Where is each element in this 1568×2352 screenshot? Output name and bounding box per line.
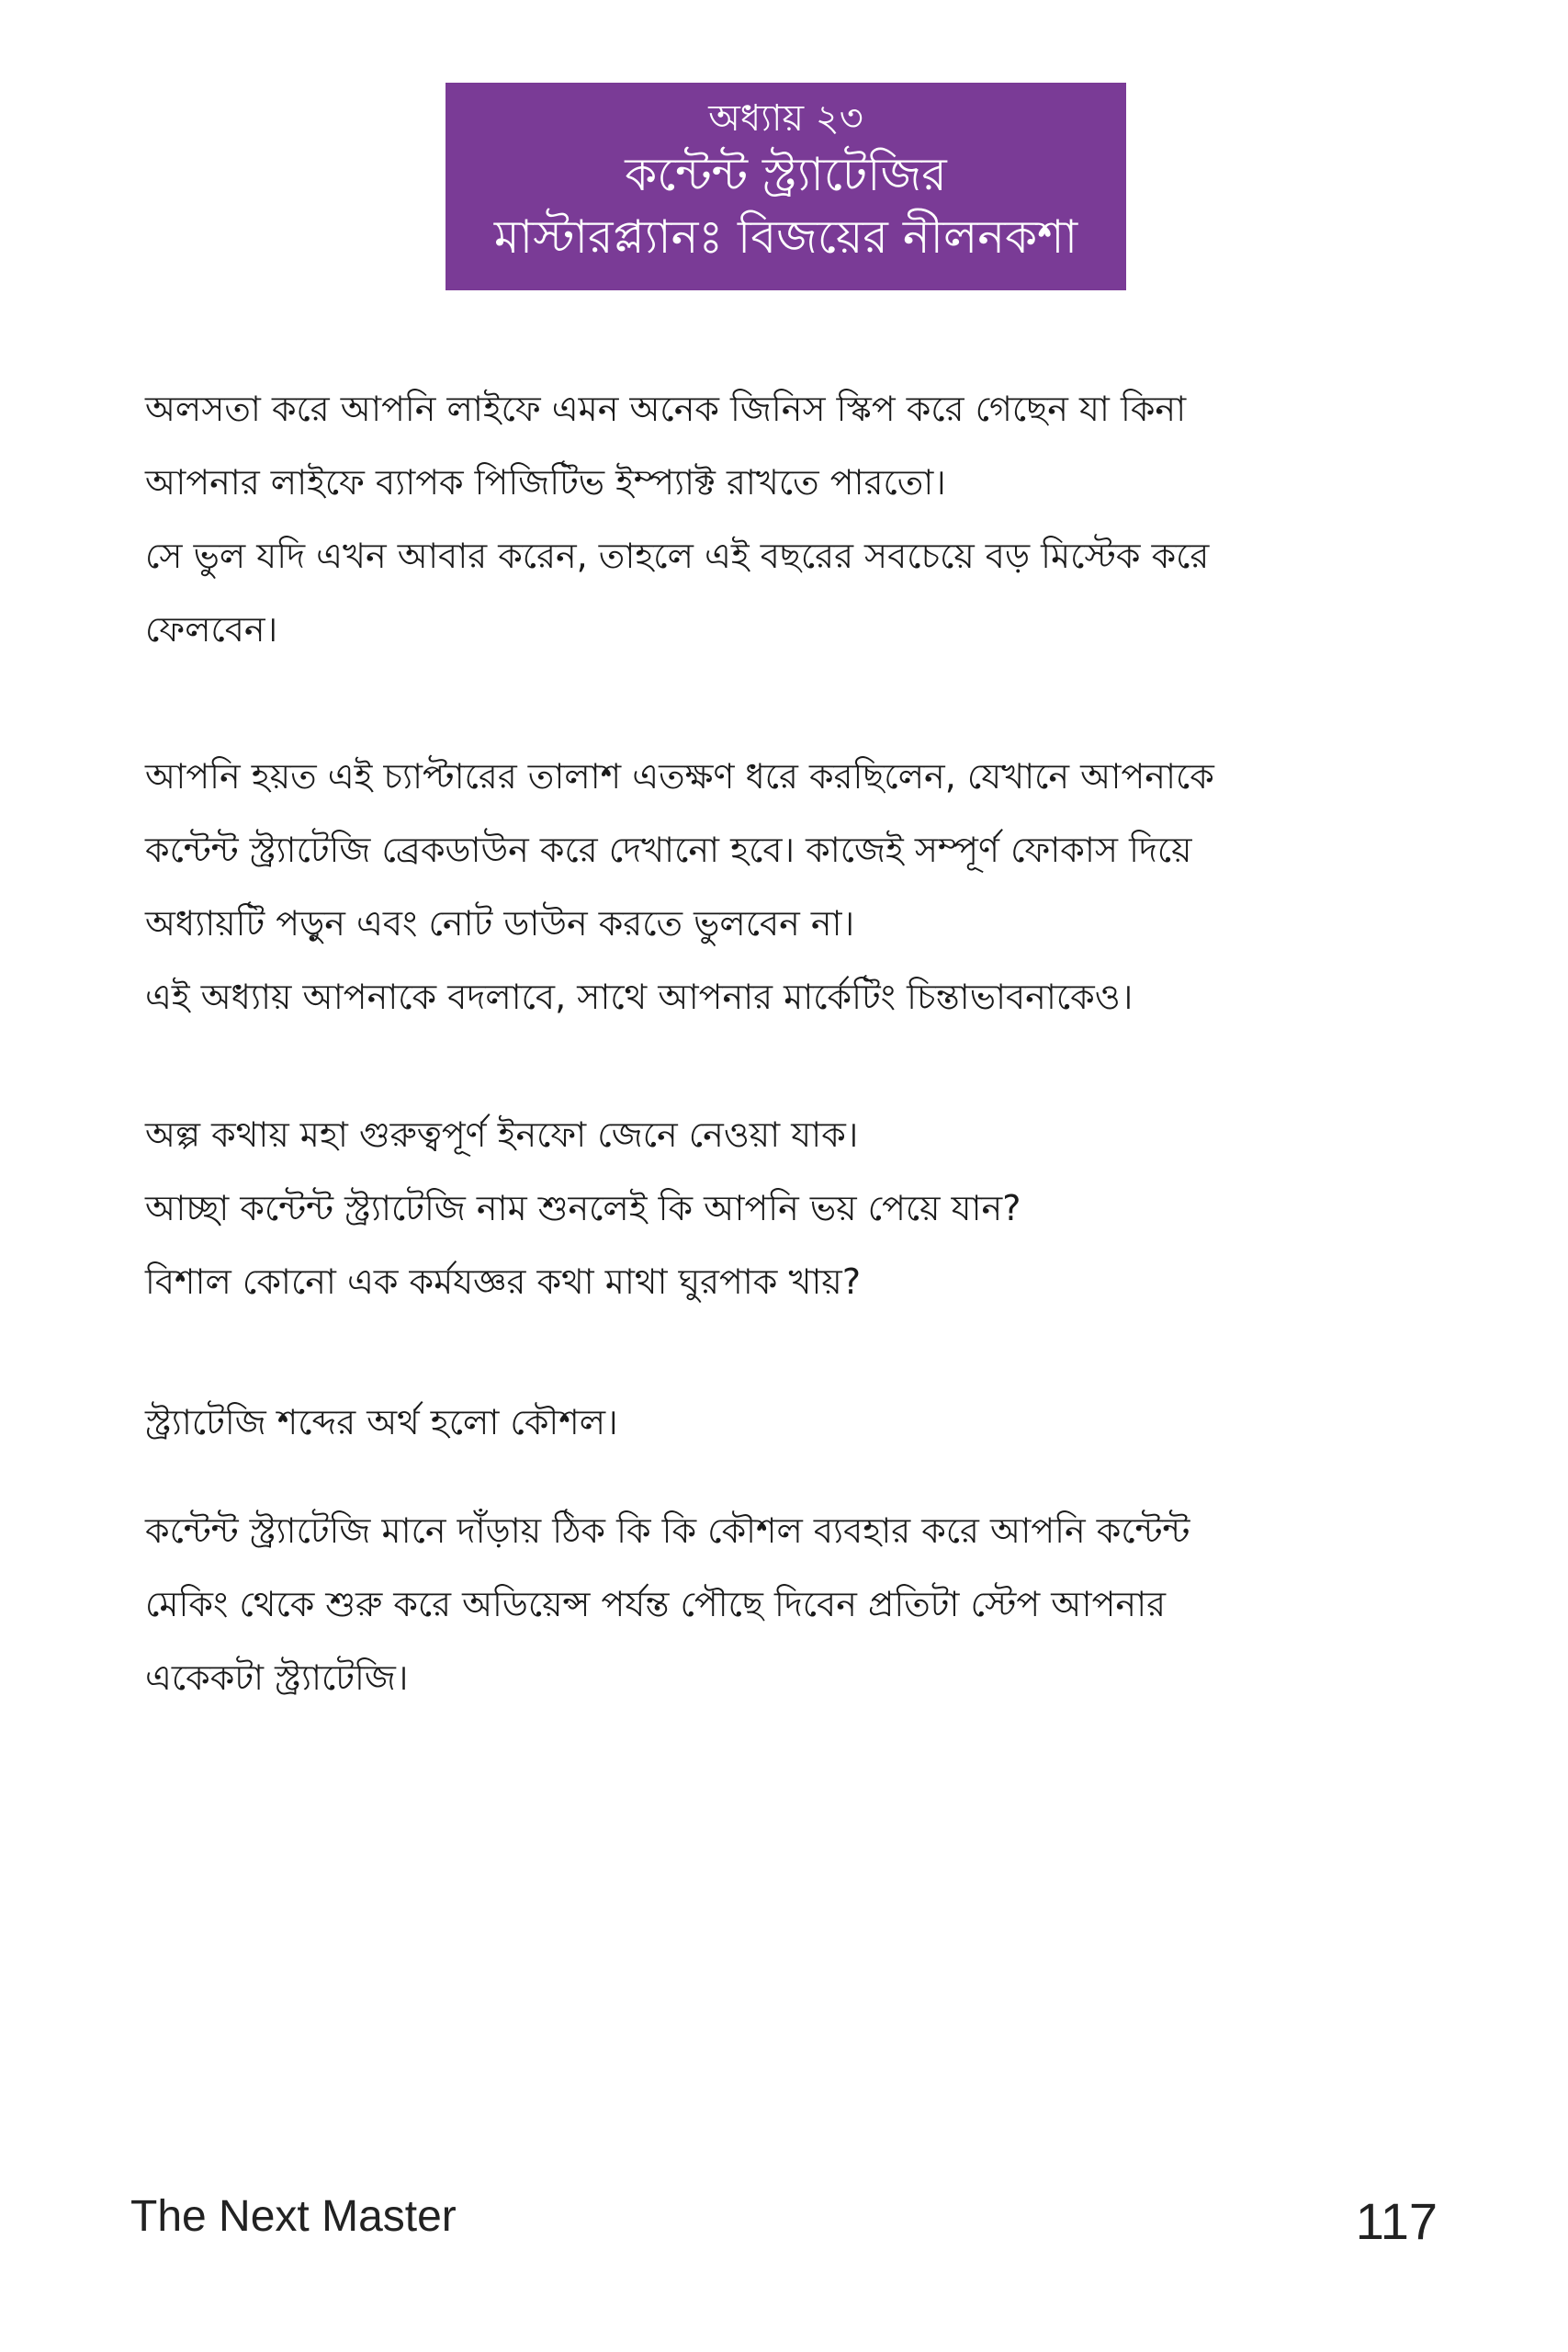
- page-number: 117: [1355, 2192, 1438, 2250]
- paragraph-line: বিশাল কোনো এক কর্মযজ্ঞর কথা মাথা ঘুরপাক খায়?: [145, 1261, 861, 1302]
- paragraph-line: অল্প কথায় মহা গুরুত্বপূর্ণ ইনফো জেনে নেওয়া যাক।: [145, 1114, 859, 1155]
- paragraph-line: অলসতা করে আপনি লাইফে এমন অনেক জিনিস স্কিপ করে গেছেন যা কিনা: [145, 389, 1187, 429]
- footer-book-title: The Next Master: [130, 2192, 457, 2241]
- paragraph-line: কন্টেন্ট স্ট্র্যাটেজি মানে দাঁড়ায় ঠিক কি কি কৌশল ব্যবহার করে আপনি কন্টেন্ট: [145, 1510, 1190, 1551]
- paragraph-2: [145, 740, 1358, 1034]
- paragraph-line: এই অধ্যায় আপনাকে বদলাবে, সাথে আপনার মার্কেটিং চিন্তাভাবনাকেও।: [145, 977, 1134, 1017]
- paragraph-4: [145, 1385, 1358, 1459]
- paragraph-5: [145, 1494, 1358, 1714]
- paragraph-1: [145, 372, 1358, 666]
- chapter-number: অধ্যায় ২৩: [708, 97, 863, 140]
- paragraph-line: আপনার লাইফে ব্যাপক পিজিটিভ ইম্প্যাক্ট রাখতে পারতো।: [145, 462, 946, 503]
- paragraph-line: স্ট্র্যাটেজি শব্দের অর্থ হলো কৌশল।: [145, 1402, 618, 1442]
- paragraph-line: কন্টেন্ট স্ট্র্যাটেজি ব্রেকডাউন করে দেখানো হবে। কাজেই সম্পূর্ণ ফোকাস দিয়ে: [145, 830, 1192, 870]
- chapter-title-line-1: কন্টেন্ট স্ট্র্যাটেজির: [625, 148, 947, 201]
- paragraph-line: ফেলবেন।: [145, 609, 278, 650]
- paragraph-line: একেকটা স্ট্র্যাটেজি।: [145, 1657, 409, 1698]
- paragraph-line: অধ্যায়টি পড়ুন এবং নোট ডাউন করতে ভুলবেন না।: [145, 903, 855, 944]
- paragraph-line: মেকিং থেকে শুরু করে অডিয়েন্স পর্যন্ত পৌছে দিবেন প্রতিটা স্টেপ আপনার: [145, 1584, 1167, 1624]
- paragraph-line: সে ভুল যদি এখন আবার করেন, তাহলে এই বছরের সবচেয়ে বড় মিস্টেক করে: [145, 536, 1210, 576]
- paragraph-3: [145, 1098, 1358, 1318]
- chapter-title-line-2: মাস্টারপ্ল্যানঃ বিজয়ের নীলনকশা: [493, 210, 1078, 264]
- paragraph-line: আপনি হয়ত এই চ্যাপ্টারের তালাশ এতক্ষণ ধরে করছিলেন, যেখানে আপনাকে: [145, 756, 1214, 797]
- chapter-heading-box: [446, 83, 1126, 290]
- paragraph-line: আচ্ছা কন্টেন্ট স্ট্র্যাটেজি নাম শুনলেই কি আপনি ভয় পেয়ে যান?: [145, 1188, 1021, 1228]
